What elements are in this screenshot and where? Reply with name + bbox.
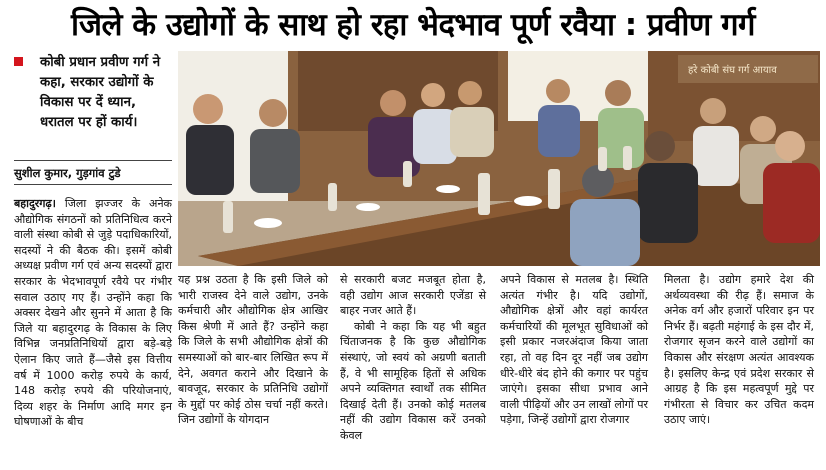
byline-top-rule	[14, 160, 172, 161]
column-3-paragraph-1: से सरकारी बजट मजबूत होता है, वही उद्योग आज सरकारी एजेंडा से बाहर नजर आते हैं।	[340, 273, 486, 318]
article-column-3	[340, 272, 486, 444]
summary-box	[14, 53, 172, 133]
meeting-photo	[178, 51, 820, 266]
article-column-5	[664, 272, 814, 428]
red-bullet-icon	[14, 57, 23, 66]
article-column-1	[14, 196, 172, 430]
summary-text: कोबी प्रधान प्रवीण गर्ग ने कहा, सरकार उद्योगों के विकास पर दें ध्यान, धरातल पर हों कार्य।	[40, 55, 161, 130]
headline: जिले के उद्योगों के साथ हो रहा भेदभाव पूर्ण रवैया : प्रवीण गर्ग	[70, 7, 756, 43]
byline: सुशील कुमार, गुड़गांव टुडे	[14, 166, 121, 180]
column-3-paragraph-2: कोबी ने कहा कि यह भी बहुत चिंताजनक है कि कुछ औद्योगिक संस्थाएं, जो स्वयं को अग्रणी बताती हैं, वे भी सामूहिक हितों से अधिक अपने व्यक्तिगत स्वार्थों तक सीमित दिखाई देती हैं। उनको कोई मतलब नहीं की उद्योग विकास करें उनको केवल	[340, 319, 486, 442]
column-4-text: अपने विकास से मतलब है। स्थिति अत्यंत गंभीर है। यदि उद्योगों, औद्योगिक क्षेत्रों और वहां कार्यरत कर्मचारियों की मूलभूत सुविधाओं को इसी प्रकार नजरअंदाज किया जाता रहा, तो वह दिन दूर नहीं जब उद्योग धीरे-धीरे बंद होने की कगार पर पहुंच जाएंगे। इसका सीधा प्रभाव आने वाली पीढ़ियों और उन लाखों लोगों पर पड़ेगा, जिन्हें उद्योगों द्वारा रोजगार	[500, 273, 648, 427]
column-2-text: यह प्रश्न उठता है कि इसी जिले को भारी राजस्व देने वाले उद्योग, उनके कर्मचारी और औद्योगिक क्षेत्र आखिर किस श्रेणी में आते हैं? उन्होंने कहा कि जिले के सभी औद्योगिक क्षेत्रों की समस्याओं को बार-बार लिखित रूप में देने, अवगत कराने और दिखाने के बावजूद, सरकार के प्रतिनिधि उद्योगों के मुद्दों पर कोई ठोस चर्चा नहीं करते। जिन उद्योगों के योगदान	[178, 273, 328, 427]
dateline: बहादुरगढ़।	[14, 197, 56, 210]
photo-banner-text: हरे कोबी संघ गर्ग आयाव	[688, 65, 777, 76]
article-column-2	[178, 272, 328, 428]
column-5-text: मिलता है। उद्योग हमारे देश की अर्थव्यवस्था की रीढ़ हैं। समाज के अनेक वर्ग और हजारों परिवार इन पर निर्भर हैं। बढ़ती महंगाई के इस दौर में, रोजगार सृजन करने वाले उद्योगों का विकास और संरक्षण अत्यंत आवश्यक है। इसलिए केन्द्र एवं प्रदेश सरकार से आग्रह है कि इस महत्वपूर्ण मुद्दे पर गंभीरता से विचार कर उचित कदम उठाए जाएं।	[664, 273, 814, 427]
byline-bottom-rule	[14, 184, 172, 185]
article-column-4	[500, 272, 648, 428]
column-1-text: जिला झज्जर के अनेक औद्योगिक संगठनों को प्रतिनिधित्व करने वाली संस्था कोबी से जुड़े पदाधिकारियों, सदस्यों ने की बैठक की। इसमें कोबी अध्यक्ष प्रवीण गर्ग एवं अन्य सदस्यों द्वारा सरकार के भेदभावपूर्ण रवैये पर गंभीर सवाल उठाए गए हैं। उन्होंने कहा कि अक्सर देखने और सुनने में आता है कि जिले या बहादुरगढ़ के विकास के लिए विभिन्न जनप्रतिनिधियों द्वारा बड़े-बड़े ऐलान किए जाते हैं—जैसे इस वित्तीय वर्ष में 1000 करोड़ रुपये के कार्य, 148 करोड़ रुपये की परियोजनाएं, दिव्य शहर के निर्माण आदि मगर इन घोषणाओं के बीच	[14, 197, 173, 429]
